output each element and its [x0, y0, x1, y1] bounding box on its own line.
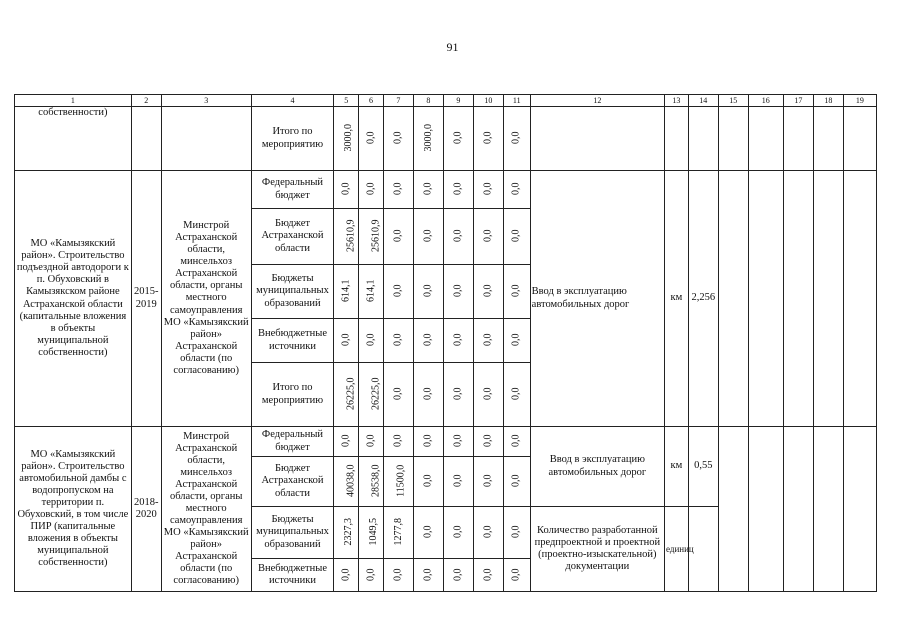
amount-cell — [359, 427, 384, 457]
amount-cell — [383, 319, 413, 363]
amount-cell — [443, 319, 473, 363]
amount-value: 26225,0 — [345, 377, 357, 411]
funding-source: Итого по мероприятию — [251, 363, 334, 427]
amount-value: 0,0 — [510, 284, 522, 298]
unit-cell: км — [665, 171, 689, 427]
column-number: 3 — [161, 95, 251, 107]
amount-cell — [359, 171, 384, 209]
executor-cell: Минстрой Астраханской области, минсельхоз Астраханской области, органы местного самоуправления МО «Камызякский район» Астраханской области (по согласованию) — [161, 427, 251, 592]
amount-value: 0,0 — [452, 131, 464, 145]
amount-cell — [473, 507, 503, 559]
amount-value: 0,0 — [510, 387, 522, 401]
amount-cell — [503, 559, 530, 592]
amount-cell — [443, 363, 473, 427]
amount-value: 0,0 — [452, 434, 464, 448]
amount-value: 0,0 — [452, 525, 464, 539]
amount-value: 0,0 — [452, 284, 464, 298]
empty-cell — [783, 427, 813, 592]
indicator-cell: Ввод в эксплуатацию автомобильных дорог — [530, 427, 664, 507]
amount-cell — [383, 209, 413, 265]
column-number: 14 — [688, 95, 718, 107]
amount-value: 0,0 — [482, 434, 494, 448]
column-number: 8 — [413, 95, 443, 107]
amount-value: 0,0 — [510, 525, 522, 539]
indicator-cell: Ввод в эксплуатацию автомобильных дорог — [530, 171, 664, 427]
column-number: 4 — [251, 95, 334, 107]
amount-value: 0,0 — [510, 434, 522, 448]
funding-source: Федеральный бюджет — [251, 427, 334, 457]
amount-value: 0,0 — [510, 474, 522, 488]
indicator-value-cell: 2,256 — [688, 171, 718, 427]
amount-cell — [383, 107, 413, 171]
amount-cell — [334, 559, 359, 592]
funding-source: Бюджеты муниципальных образований — [251, 265, 334, 319]
indicator-value-cell: 0,55 — [688, 427, 718, 507]
empty-cell — [718, 171, 748, 427]
empty-cell — [530, 107, 664, 171]
amount-value: 0,0 — [510, 333, 522, 347]
amount-cell — [359, 457, 384, 507]
empty-cell — [843, 171, 876, 427]
amount-cell — [413, 319, 443, 363]
amount-cell — [359, 559, 384, 592]
amount-value: 614,1 — [365, 279, 377, 303]
amount-value: 0,0 — [482, 474, 494, 488]
measure-cell: МО «Камызякский район». Строительство автомобильной дамбы с водопропуском на территории п. Обуховский, в том числе ПИР (капитальные вложения в объекты муниципальной собственности) — [15, 427, 132, 592]
empty-cell — [665, 107, 689, 171]
funding-source: Федеральный бюджет — [251, 171, 334, 209]
amount-value: 0,0 — [510, 182, 522, 196]
amount-value: 0,0 — [365, 131, 377, 145]
amount-cell — [359, 319, 384, 363]
empty-cell — [813, 427, 843, 592]
budget-table — [14, 94, 877, 592]
amount-cell — [443, 209, 473, 265]
amount-value: 0,0 — [482, 284, 494, 298]
amount-value: 0,0 — [452, 182, 464, 196]
amount-cell — [413, 363, 443, 427]
amount-cell — [503, 265, 530, 319]
amount-cell — [383, 265, 413, 319]
empty-cell — [783, 171, 813, 427]
amount-value: 0,0 — [340, 333, 352, 347]
amount-value: 26225,0 — [370, 377, 382, 411]
column-number: 17 — [783, 95, 813, 107]
amount-value: 1049,5 — [368, 518, 380, 546]
amount-value: 0,0 — [422, 474, 434, 488]
funding-source: Бюджет Астраханской области — [251, 209, 334, 265]
empty-cell — [843, 107, 876, 171]
amount-cell — [334, 457, 359, 507]
column-number: 1 — [15, 95, 132, 107]
funding-source: Внебюджетные источники — [251, 319, 334, 363]
amount-cell — [383, 457, 413, 507]
amount-cell — [383, 427, 413, 457]
amount-cell — [503, 107, 530, 171]
empty-cell — [131, 107, 161, 171]
column-number: 10 — [473, 95, 503, 107]
amount-cell — [473, 559, 503, 592]
column-number: 6 — [359, 95, 384, 107]
amount-cell — [443, 507, 473, 559]
empty-cell — [161, 107, 251, 171]
amount-value: 0,0 — [422, 525, 434, 539]
amount-cell — [359, 507, 384, 559]
amount-value: 2327,3 — [343, 518, 355, 546]
amount-cell — [473, 457, 503, 507]
amount-cell — [359, 209, 384, 265]
amount-cell — [503, 507, 530, 559]
amount-value: 0,0 — [482, 333, 494, 347]
amount-cell — [473, 209, 503, 265]
amount-cell — [334, 319, 359, 363]
table-row — [15, 427, 877, 457]
amount-cell — [473, 319, 503, 363]
amount-value: 0,0 — [452, 229, 464, 243]
amount-cell — [443, 265, 473, 319]
amount-value: 0,0 — [365, 568, 377, 581]
amount-cell — [443, 107, 473, 171]
amount-value: 0,0 — [482, 525, 494, 539]
measure-cell: МО «Камызякский район». Строительство подъездной автодороги к п. Обуховский в Камызякском районе Астраханской области (капитальные вложения в объекты муниципальной собственности) — [15, 171, 132, 427]
empty-cell — [718, 107, 748, 171]
amount-value: 0,0 — [392, 182, 404, 196]
amount-value: 0,0 — [422, 229, 434, 243]
amount-value: 0,0 — [365, 333, 377, 347]
amount-value: 0,0 — [452, 568, 464, 581]
column-number: 12 — [530, 95, 664, 107]
table-row — [15, 107, 877, 171]
empty-cell — [813, 107, 843, 171]
empty-cell — [748, 427, 783, 592]
amount-value: 3000,0 — [422, 124, 434, 152]
amount-cell — [413, 559, 443, 592]
amount-value: 0,0 — [482, 568, 494, 581]
empty-cell — [783, 107, 813, 171]
amount-value: 0,0 — [392, 229, 404, 243]
column-number: 11 — [503, 95, 530, 107]
amount-cell — [473, 265, 503, 319]
amount-cell — [503, 363, 530, 427]
amount-value: 0,0 — [365, 434, 377, 448]
amount-cell — [473, 363, 503, 427]
amount-value: 0,0 — [422, 434, 434, 448]
amount-cell — [473, 427, 503, 457]
amount-cell — [443, 427, 473, 457]
amount-cell — [383, 507, 413, 559]
amount-value: 0,0 — [452, 474, 464, 488]
amount-cell — [359, 363, 384, 427]
executor-cell: Минстрой Астраханской области, минсельхоз Астраханской области, органы местного самоуправления МО «Камызякский район» Астраханской области (по согласованию) — [161, 171, 251, 427]
amount-value: 0,0 — [422, 284, 434, 298]
amount-value: 0,0 — [422, 182, 434, 196]
amount-value: 0,0 — [422, 387, 434, 401]
amount-value: 0,0 — [482, 182, 494, 196]
amount-value: 0,0 — [510, 131, 522, 145]
amount-value: 0,0 — [482, 131, 494, 145]
amount-value: 25610,9 — [370, 219, 382, 253]
column-number: 18 — [813, 95, 843, 107]
amount-value: 0,0 — [452, 333, 464, 347]
amount-value: 28538,0 — [370, 464, 382, 498]
amount-cell — [413, 507, 443, 559]
amount-value: 614,1 — [340, 279, 352, 303]
amount-cell — [503, 457, 530, 507]
column-number: 19 — [843, 95, 876, 107]
amount-value: 0,0 — [340, 434, 352, 448]
amount-cell — [334, 107, 359, 171]
column-number: 15 — [718, 95, 748, 107]
amount-cell — [359, 107, 384, 171]
column-number: 2 — [131, 95, 161, 107]
amount-value: 0,0 — [392, 434, 404, 448]
amount-cell — [503, 427, 530, 457]
column-number: 5 — [334, 95, 359, 107]
amount-cell — [383, 363, 413, 427]
amount-value: 0,0 — [392, 333, 404, 347]
amount-cell — [334, 507, 359, 559]
amount-value: 25610,9 — [345, 219, 357, 253]
amount-cell — [334, 171, 359, 209]
amount-cell — [443, 171, 473, 209]
years-cell: 2015-2019 — [131, 171, 161, 427]
empty-cell — [718, 427, 748, 592]
amount-value: 0,0 — [340, 568, 352, 581]
amount-cell — [503, 171, 530, 209]
amount-cell — [334, 265, 359, 319]
amount-cell — [503, 319, 530, 363]
amount-value: 0,0 — [482, 229, 494, 243]
amount-cell — [413, 265, 443, 319]
amount-value: 1277,8 — [392, 518, 404, 546]
empty-cell — [748, 107, 783, 171]
empty-cell — [688, 107, 718, 171]
page-number: 91 — [446, 40, 459, 54]
amount-cell — [334, 427, 359, 457]
amount-cell — [334, 209, 359, 265]
amount-value: 0,0 — [392, 568, 404, 581]
amount-value: 0,0 — [510, 568, 522, 581]
empty-cell — [748, 171, 783, 427]
unit-cell: единиц — [665, 507, 689, 592]
amount-cell — [383, 171, 413, 209]
amount-cell — [473, 171, 503, 209]
amount-value: 0,0 — [422, 568, 434, 581]
amount-cell — [413, 107, 443, 171]
amount-value: 0,0 — [392, 284, 404, 298]
indicator-cell: Количество разработанной предпроектной и проектной (проектно-изыскательной) документации — [530, 507, 664, 592]
amount-value: 0,0 — [422, 333, 434, 347]
unit-cell: км — [665, 427, 689, 507]
amount-cell — [443, 457, 473, 507]
amount-value: 0,0 — [452, 387, 464, 401]
column-number: 7 — [383, 95, 413, 107]
funding-source: Итого по мероприятию — [251, 107, 334, 171]
header-row — [15, 95, 877, 107]
amount-cell — [443, 559, 473, 592]
table-row — [15, 171, 877, 209]
amount-cell — [413, 457, 443, 507]
amount-value: 11500,0 — [395, 465, 407, 498]
amount-cell — [383, 559, 413, 592]
amount-value: 0,0 — [365, 182, 377, 196]
years-cell: 2018-2020 — [131, 427, 161, 592]
column-number: 13 — [665, 95, 689, 107]
funding-source: Внебюджетные источники — [251, 559, 334, 592]
column-number: 16 — [748, 95, 783, 107]
column-number: 9 — [443, 95, 473, 107]
amount-value: 0,0 — [340, 182, 352, 196]
amount-value: 0,0 — [392, 387, 404, 401]
amount-cell — [473, 107, 503, 171]
amount-value: 40038,0 — [345, 464, 357, 498]
funding-source: Бюджеты муниципальных образований — [251, 507, 334, 559]
amount-value: 0,0 — [510, 229, 522, 243]
amount-value: 0,0 — [482, 387, 494, 401]
empty-cell — [843, 427, 876, 592]
amount-cell — [413, 209, 443, 265]
measure-cell: собственности) — [15, 107, 132, 171]
amount-cell — [413, 427, 443, 457]
amount-cell — [359, 265, 384, 319]
amount-value: 3000,0 — [343, 124, 355, 152]
funding-source: Бюджет Астраханской области — [251, 457, 334, 507]
empty-cell — [813, 171, 843, 427]
amount-cell — [503, 209, 530, 265]
amount-cell — [334, 363, 359, 427]
amount-value: 0,0 — [392, 131, 404, 145]
amount-cell — [413, 171, 443, 209]
